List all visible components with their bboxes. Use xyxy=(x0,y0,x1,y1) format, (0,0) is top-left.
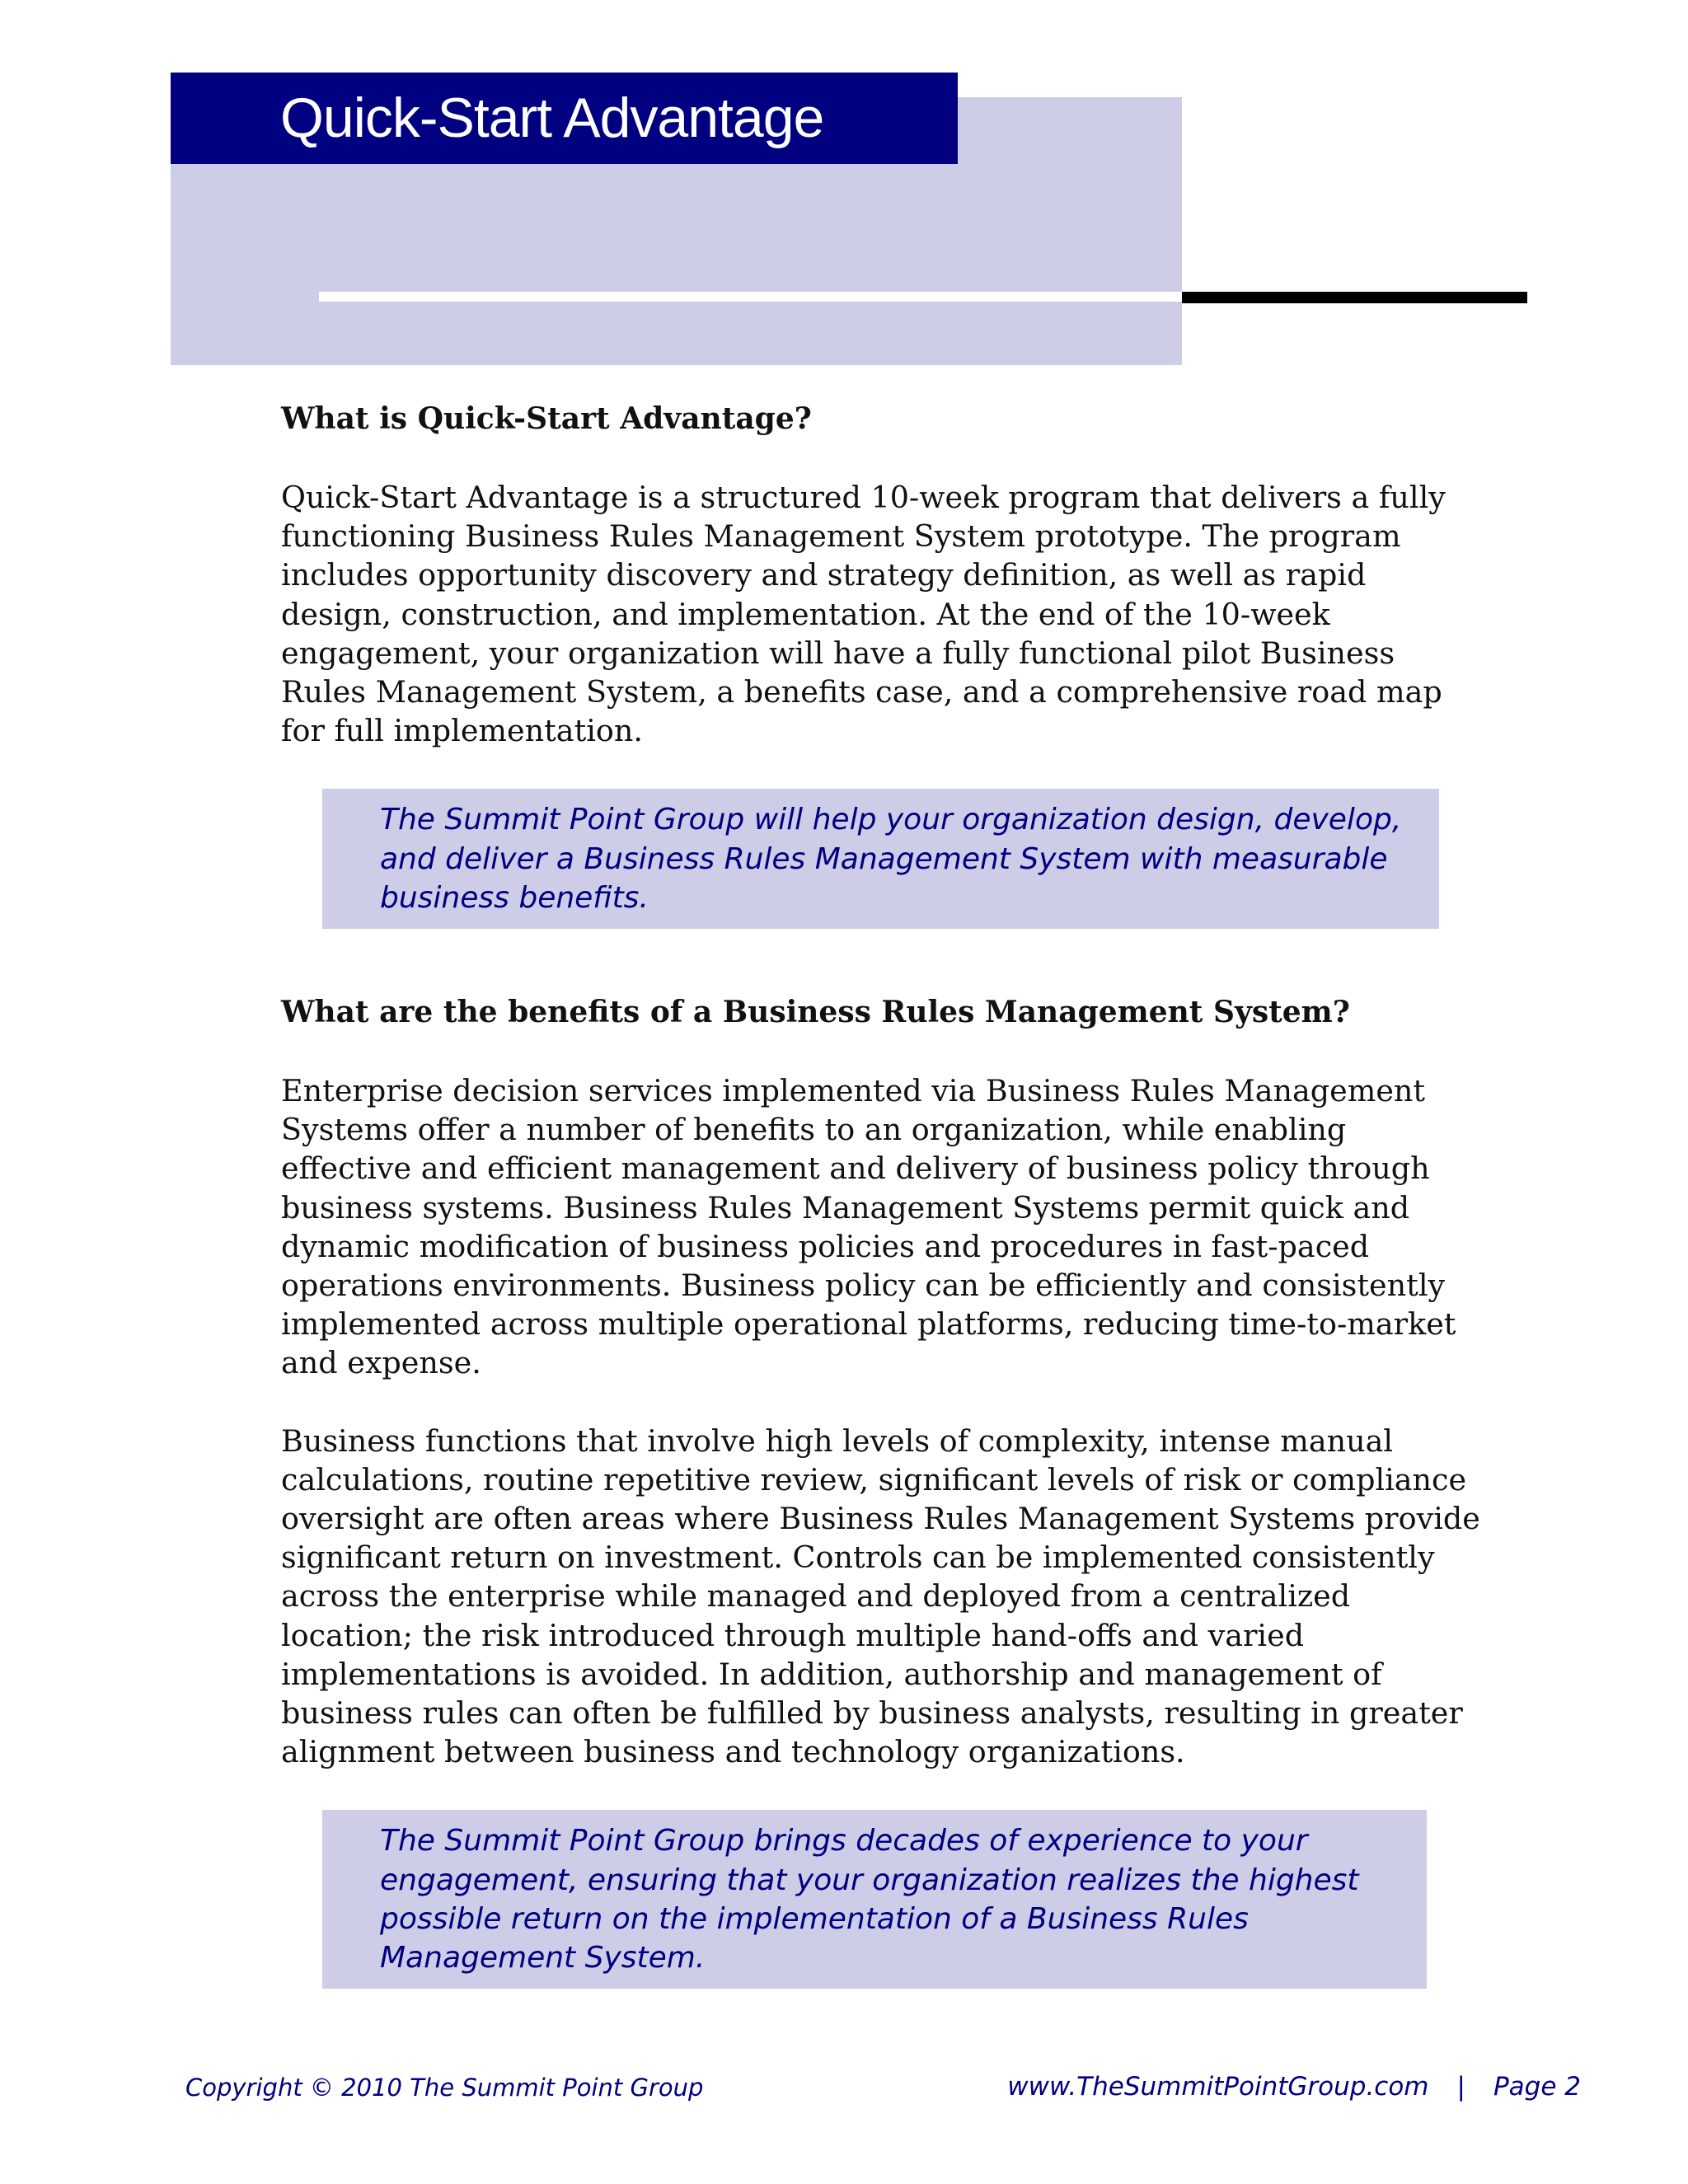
section-paragraph-what-is: Quick-Start Advantage is a structured 10-week program that delivers a fully functioning Business Rules Management System prototype. The program includes opportunity discovery and strategy definition, as well as rapid design, construction, and implementation. At the end of the 10-week engagement, your organization will have a fully functional pilot Business Rules Management System, a benefits case, and a comprehensive road map for full implementation. xyxy=(281,480,1446,749)
footer-copyright: Copyright © 2010 The Summit Point Group xyxy=(185,2074,704,2102)
section-heading-benefits: What are the benefits of a Business Rules Management System? xyxy=(281,995,1350,1030)
main-content xyxy=(281,400,1484,1989)
section-paragraph-benefits-2: Business functions that involve high levels of complexity, intense manual calculations, routine repetitive review, significant levels of risk or compliance oversight are often areas where Business Rules Management Systems provide significant return on investment. Controls can be implemented consistently across the enterprise while managed and deployed from a centralized location; the risk introduced through multiple hand-offs and varied implementations is avoided. In addition, authorship and management of business rules can often be fulfilled by business analysts, resulting in greater alignment between business and technology organizations. xyxy=(281,1422,1480,1770)
callout-box-experience: The Summit Point Group brings decades of experience to your engagement, ensuring that your organization realizes the highest possible return on the implementation of a Business Rules Management System. xyxy=(322,1810,1427,1989)
footer-page-number: Page 2 xyxy=(1493,2072,1581,2102)
section-heading-what-is: What is Quick-Start Advantage? xyxy=(281,401,812,436)
header-rule-black xyxy=(1182,292,1527,303)
callout-box-help: The Summit Point Group will help your organization design, develop, and deliver a Business Rules Management System with measurable business benefits. xyxy=(322,789,1439,929)
footer-right xyxy=(1007,2072,1581,2102)
page-title: Quick-Start Advantage xyxy=(280,87,824,149)
footer-website-link[interactable]: www.TheSummitPointGroup.com xyxy=(1007,2072,1429,2102)
section-paragraph-benefits-1: Enterprise decision services implemented via Business Rules Management Systems offer a number of benefits to an organization, while enabling effective and efficient management and delivery of business policy through business systems. Business Rules Management Systems permit quick and dynamic modification of business policies and procedures in fast-paced operations environments. Business policy can be efficiently and consistently implemented across multiple operational platforms, reducing time-to-market and expense. xyxy=(281,1073,1456,1381)
footer-separator: | xyxy=(1456,2072,1465,2102)
header-rule-white xyxy=(319,292,1182,302)
title-bar xyxy=(171,73,958,164)
